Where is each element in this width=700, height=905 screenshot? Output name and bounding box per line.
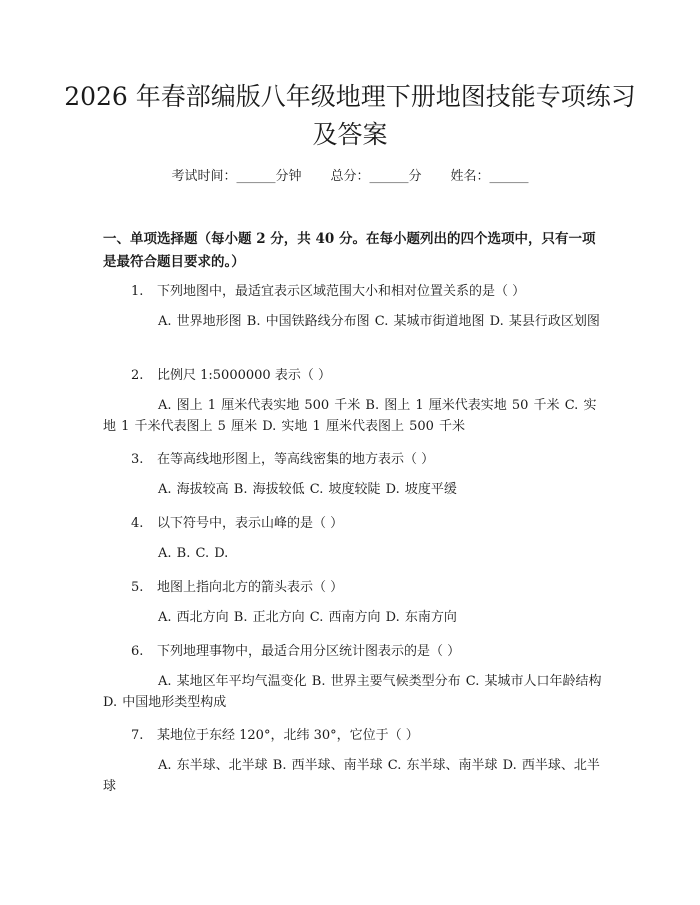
page-title: 2026 年春部编版八年级地理下册地图技能专项练习及答案	[64, 82, 636, 149]
question-2	[103, 365, 603, 437]
question-text: 下列地理事物中，最适合用分区统计图表示的是（ ）	[157, 644, 461, 659]
question-options: A. 海拔较高 B. 海拔较低 C. 坡度较陡 D. 坡度平缓	[158, 482, 457, 497]
question-text: 地图上指向北方的箭头表示（ ）	[157, 580, 344, 595]
question-stem	[103, 725, 603, 746]
exam-info-line	[0, 167, 700, 187]
question-stem	[103, 577, 603, 598]
question-text: 比例尺 1:5000000 表示（ ）	[157, 368, 331, 383]
question-options: A. 图上 1 厘米代表实地 500 千米 B. 图上 1 厘米代表实地 50 千米 C. 实地 1 千米代表图上 5 厘米 D. 实地 1 厘米代表图上 500 千米	[103, 398, 597, 434]
question-number: 5.	[131, 580, 144, 595]
question-text: 某地位于东经 120°，北纬 30°，它位于（ ）	[157, 728, 419, 743]
question-1	[103, 281, 603, 332]
question-number: 3.	[131, 452, 144, 467]
question-text: 以下符号中，表示山峰的是（ ）	[157, 516, 344, 531]
question-stem	[103, 641, 603, 662]
question-options: A. 某地区年平均气温变化 B. 世界主要气候类型分布 C. 某城市人口年龄结构 D. 中国地形类型构成	[103, 674, 602, 710]
question-4	[103, 513, 603, 564]
section-heading: 一、单项选择题（每小题 2 分，共 40 分。在每小题列出的四个选项中，只有一项是最符合题目要求的。）	[103, 231, 596, 270]
question-options: A. 东半球、北半球 B. 西半球、南半球 C. 东半球、南半球 D. 西半球、北半球	[103, 758, 600, 794]
question-3	[103, 449, 603, 500]
question-options: A. 世界地形图 B. 中国铁路线分布图 C. 某城市街道地图 D. 某县行政区划图	[158, 314, 600, 329]
question-stem	[103, 513, 603, 534]
question-number: 7.	[131, 728, 144, 743]
question-options: A. B. C. D.	[158, 546, 229, 561]
question-7	[103, 725, 603, 797]
question-5	[103, 577, 603, 628]
exam-time-field: 考试时间：______分钟	[171, 169, 302, 184]
question-6	[103, 641, 603, 713]
question-stem	[103, 449, 603, 470]
question-options: A. 西北方向 B. 正北方向 C. 西南方向 D. 东南方向	[158, 610, 457, 625]
question-number: 6.	[131, 644, 144, 659]
question-number: 4.	[131, 516, 144, 531]
name-field: 姓名：______	[450, 169, 529, 184]
question-text: 在等高线地形图上，等高线密集的地方表示（ ）	[157, 452, 435, 467]
question-text: 下列地图中，最适宜表示区域范围大小和相对位置关系的是（ ）	[157, 284, 526, 299]
question-stem	[103, 281, 603, 302]
question-number: 2.	[131, 368, 144, 383]
total-score-field: 总分：______分	[330, 169, 422, 184]
question-stem	[103, 365, 603, 386]
question-number: 1.	[131, 284, 144, 299]
